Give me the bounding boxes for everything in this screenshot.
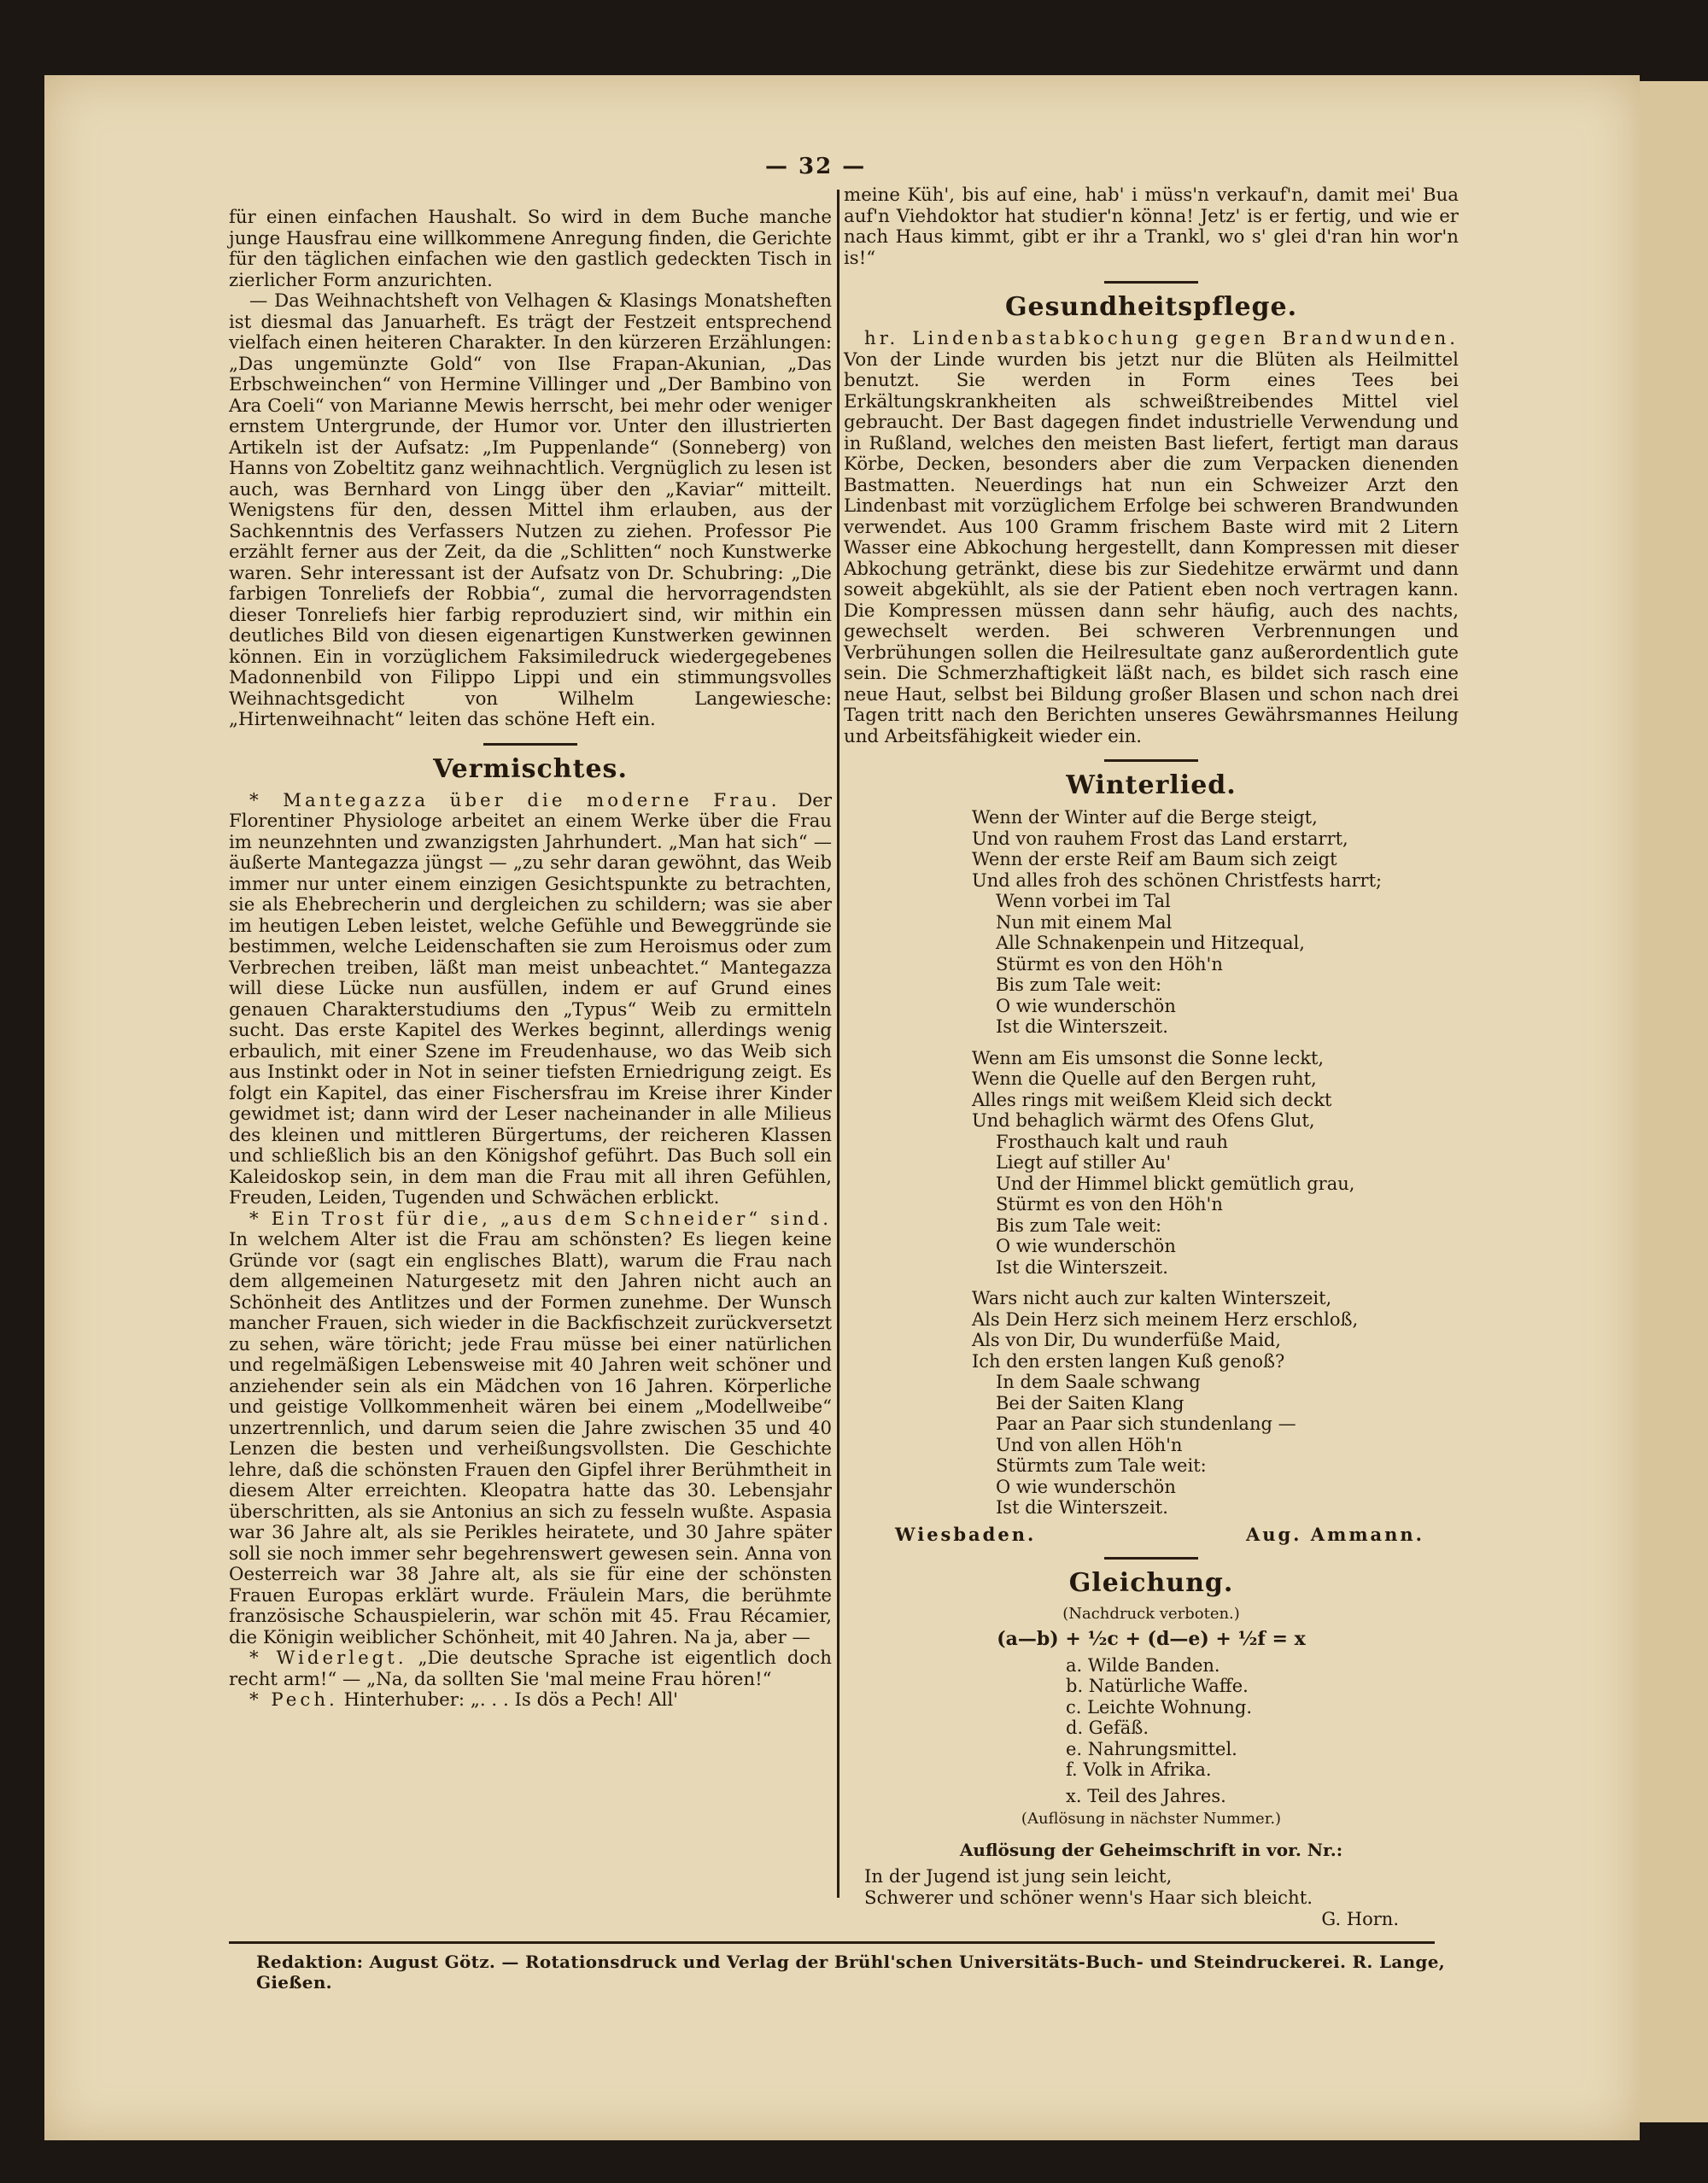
puzzle-clue: c. Leichte Wohnung.	[1066, 1696, 1253, 1718]
puzzle-clue: e. Nahrungsmittel.	[1066, 1738, 1237, 1759]
poem-line: Und von rauhem Frost das Land erstarrt,	[972, 828, 1348, 849]
poem-line: Und von allen Höh'n	[996, 1434, 1183, 1455]
poem-line: Wenn der Winter auf die Berge steigt,	[972, 807, 1318, 828]
article-lead: hr. Lindenbastabkochung gegen Brandwunden.	[864, 328, 1459, 349]
poem-line: Wenn der erste Reif am Baum sich zeigt	[972, 849, 1337, 869]
poem-line: Wenn vorbei im Tal	[996, 891, 1171, 911]
puzzle-x-clue: x. Teil des Jahres.	[1066, 1785, 1226, 1806]
section-separator	[1104, 1557, 1198, 1560]
poem-line: O wie wunderschön	[996, 1476, 1176, 1497]
puzzle-clue: a. Wilde Banden.	[1066, 1654, 1220, 1676]
puzzle-clue: d. Gefäß.	[1066, 1718, 1149, 1738]
article-lead: * Mantegazza über die moderne Frau.	[249, 789, 781, 811]
article-pech: * Pech. Hinterhuber: „. . . Is dös a Pech! All'	[249, 1689, 679, 1711]
poem-line: Alle Schnakenpein und Hitzequal,	[996, 933, 1305, 953]
poem-line: Nun mit einem Mal	[996, 911, 1173, 933]
signature-author: Aug. Ammann.	[1245, 1523, 1424, 1545]
poem-signature	[895, 1524, 1424, 1545]
pech-continuation: meine Küh', bis auf eine, hab' i müss'n verkauf'n, damit mei' Bua auf'n Viehdoktor hat studier'n könna! Jetz' is er fertig, und wie er nach Haus kimmt, gibt er ihr a Trankl, wo s' glei d'ran hin wor'n is!“	[844, 184, 1459, 269]
puzzle-clue: f. Volk in Afrika.	[1066, 1759, 1212, 1780]
article-lindenbast: hr. Lindenbastabkochung gegen Brandwunden. Von der Linde wurden bis jetzt nur die Blüten als Heilmittel benutzt. Sie werden in Form eines Tees bei Erkältungskrankheiten als schweißtreibendes Mittel viel gebraucht. Der Bast dagegen findet industrielle Verwendung und in Rußland, welches den meisten Bast liefert, fertigt man daraus Körbe, Decken, besonders aber die zum Verpacken dienenden Bastmatten. Neuerdings hat nun ein Schweizer Arzt den Lindenbast mit vorzüglichem Erfolge bei schweren Brandwunden verwendet. Aus 100 Gramm frischem Baste wird mit 2 Litern Wasser eine Abkochung hergestellt, dann Kompressen mit dieser Abkochung getränkt, diese bis zur Siedehitze erwärmt und dann soweit abgekühlt, als sie der Patient eben noch vertragen kann. Die Kompressen müssen dann sehr häufig, auch des nachts, gewechselt werden. Bei schweren Verbrennungen und Verbrühungen sollen die Heilresultate ganz außerordentlich gute sein. Die Schmerzhaftigkeit läßt nach, es bildet sich rasch eine neue Haut, selbst bei Bildung großer Blasen und schon nach drei Tagen tritt nach den Berichten unseres Gewährsmannes Heilung und Arbeitsfähigkeit wieder ein.	[844, 328, 1459, 747]
poem-line: Bis zum Tale weit:	[996, 974, 1162, 995]
poem-line: Frosthauch kalt und rauh	[996, 1131, 1228, 1152]
poem-line: O wie wunderschön	[996, 1236, 1176, 1256]
section-separator	[1104, 759, 1198, 762]
poem-line: Und alles froh des schönen Christfests harrt;	[972, 869, 1383, 891]
adjacent-page-edge	[1640, 81, 1708, 2122]
reprint-notice: (Nachdruck verboten.)	[1062, 1604, 1240, 1623]
section-separator	[1104, 281, 1198, 284]
poem-line: Ist die Winterszeit.	[996, 1256, 1168, 1278]
footer-rule	[229, 1941, 1435, 1944]
solution-line: Schwerer und schöner wenn's Haar sich bleicht.	[864, 1887, 1313, 1909]
article-lead: * Ein Trost für die, „aus dem Schneider“ sind.	[249, 1208, 832, 1230]
poem-line: Und behaglich wärmt des Ofens Glut,	[972, 1110, 1315, 1131]
poem-line: Paar an Paar sich stundenlang —	[996, 1413, 1296, 1434]
poem-winterlied	[972, 807, 1459, 1519]
puzzle-formula: (a—b) + ½c + (d—e) + ½f = x	[997, 1627, 1306, 1650]
poem-line: Ist die Winterszeit.	[996, 1016, 1168, 1037]
signature-place: Wiesbaden.	[895, 1523, 1037, 1545]
solution-note: (Auflösung in nächster Nummer.)	[1021, 1810, 1282, 1828]
monatshefte-review: — Das Weihnachtsheft von Velhagen & Klasings Monatsheften ist diesmal das Januarheft. Es trägt der Festzeit entsprechend vielfach einen heiteren Charakter. In den kürzeren Erzählungen: „Das ungemünzte Gold“ von Ilse Frapan-Akunian, „Das Erbschweinchen“ von Hermine Villinger und „Der Bambino von Ara Coeli“ von Marianne Mewis herrscht, bei mehr oder weniger ernstem Untergrunde, der Humor vor. Unter den illustrierten Artikeln ist der Aufsatz: „Im Puppenlande“ (Sonneberg) von Hanns von Zobeltitz ganz weihnachtlich. Vergnüglich zu lesen ist auch, was Bernhard von Lingg über den „Kaviar“ mitteilt. Wenigstens für den, dessen Mittel ihm erlauben, aus der Sachkenntnis des Verfassers Nutzen zu ziehen. Professor Pie erzählt ferner aus der Zeit, da die „Schlitten“ noch Kunstwerke waren. Sehr interessant ist der Aufsatz von Dr. Schubring: „Die farbigen Tonreliefs der Robbia“, zumal die hervorragendsten dieser Tonreliefs hier farbig reproduziert sind, wir mithin ein deutliches Bild von diesen eigenartigen Kunstwerken gewinnen können. Ein in vorzüglichem Faksimiledruck wiedergegebenes Madonnenbild von Filippo Lippi und ein stimmungsvolles Weihnachtsgedicht von Wilhelm Langewiesche: „Hirtenweihnacht“ leiten das schöne Heft ein.	[229, 290, 832, 730]
section-separator	[483, 743, 577, 746]
solution-title: Auflösung der Geheimschrift in vor. Nr.:	[959, 1840, 1343, 1860]
stanza-gap	[972, 1278, 1459, 1288]
column-divider	[837, 190, 839, 1898]
left-column	[229, 208, 832, 1712]
poem-line: Ist die Winterszeit.	[996, 1497, 1168, 1518]
stanza-gap	[972, 1038, 1459, 1048]
section-heading-winterlied: Winterlied.	[1066, 770, 1237, 800]
article-lead: * Pech.	[249, 1689, 338, 1711]
article-widerlegt: * Widerlegt. „Die deutsche Sprache ist eigentlich doch recht arm!“ — „Na, da sollten Sie 'mal meine Frau hören!“	[229, 1647, 832, 1690]
poem-line: Alles rings mit weißem Kleid sich deckt	[972, 1089, 1332, 1110]
article-trost: * Ein Trost für die, „aus dem Schneider“ sind. In welchem Alter ist die Frau am schönsten? Es liegen keine Gründe vor (sagt ein englisches Blatt), warum die Frau nach dem allgemeinen Naturgesetz mit den Jahren nicht auch an Schönheit des Antlitzes und der Formen zunehme. Der Wunsch mancher Frauen, sich wieder in die Backfischzeit zurückversetzt zu sehen, wäre töricht; jede Frau müsse bei einer natürlichen und regelmäßigen Lebensweise mit 40 Jahren weit schöner und anziehender sein als ein Mädchen von 16 Jahren. Körperliche und geistige Vollkommenheit wären bei einem „Modellweibe“ unzertrennlich, und darum seien die Jahre zwischen 35 und 40 Lenzen die besten und verheißungsvollsten. Die Geschichte lehre, daß die schönsten Frauen den Gipfel ihrer Berühmtheit in diesem Alter erreichten. Kleopatra hatte das 30. Lebensjahr überschritten, als sie Antonius an sich zu fesseln wußte. Aspasia war 36 Jahre alt, als sie Perikles heiratete, und 30 Jahre später soll sie noch immer sehr begehrenswert gewesen sein. Anna von Oesterreich war 38 Jahre alt, als sie für eine der schönsten Frauen Europas erklärt wurde. Fräulein Mars, die berühmte französische Schauspielerin, war schön mit 45. Frau Récamier, die Königin weiblicher Schönheit, mit 40 Jahren. Na ja, aber —	[229, 1208, 832, 1648]
section-heading-vermischtes: Vermischtes.	[433, 753, 628, 784]
puzzle-clue: b. Natürliche Waffe.	[1066, 1676, 1249, 1696]
poem-line: Als Dein Herz sich meinem Herz erschloß,	[972, 1308, 1359, 1330]
poem-line: O wie wunderschön	[996, 995, 1176, 1016]
puzzle-clues	[1066, 1655, 1459, 1807]
poem-line: Bei der Saiten Klang	[996, 1392, 1184, 1413]
poem-line: Liegt auf stiller Au'	[996, 1152, 1172, 1173]
page-number: — 32 —	[765, 154, 867, 179]
solution-signature: G. Horn.	[1321, 1909, 1399, 1929]
cookbook-review-end: für einen einfachen Haushalt. So wird in dem Buche manche junge Hausfrau eine willkommene Anregung finden, die Gerichte für den täglichen einfachen wie den gastlich gedeckten Tisch in zierlicher Form anzurichten.	[229, 207, 832, 291]
poem-line: Wenn die Quelle auf den Bergen ruht,	[972, 1068, 1317, 1089]
article-lead: * Widerlegt.	[249, 1647, 407, 1669]
poem-line: Stürmts zum Tale weit:	[996, 1455, 1207, 1476]
poem-line: In dem Saale schwang	[996, 1372, 1201, 1392]
section-heading-gleichung: Gleichung.	[1068, 1567, 1234, 1598]
solution-line: In der Jugend ist jung sein leicht,	[864, 1866, 1173, 1887]
poem-line: Als von Dir, Du wunderfüße Maid,	[972, 1330, 1281, 1350]
article-mantegazza: * Mantegazza über die moderne Frau. Der Florentiner Physiologe arbeitet an einem Werke über die Frau im neunzehnten und zwanzigsten Jahrhundert. „Man hat sich“ — äußerte Mantegazza jüngst — „zu sehr daran gewöhnt, das Weib immer nur unter einem einzigen Gesichtspunkte zu betrachten, sie als Ehebrecherin und dergleichen zu schildern; was sie aber im heutigen Leben leistet, welche Gefühle und Beweggründe sie bestimmen, welche Leidenschaften sie zum Heroismus oder zum Verbrechen treiben, läßt man meist unbeachtet.“ Mantegazza will diese Lücke nun ausfüllen, indem er auf Grund eines genauen Charakterstudiums den „Typus“ Weib zu ermitteln sucht. Das erste Kapitel des Werkes beginnt, allerdings wenig erbaulich, mit einer Szene im Freudenhause, wo das Weib sich aus Instinkt oder in Not in seiner tiefsten Erniedrigung zeigt. Es folgt ein Kapitel, das einer Fischersfrau im Kreise ihrer Kinder gewidmet ist; dann wird der Leser nacheinander in alle Milieus des kleinen und mittleren Bürgertums, der reicheren Klassen und schließlich bis an den Königshof geführt. Das Buch soll ein Kaleidoskop sein, in dem man die Frau mit all ihren Gefühlen, Freuden, Leiden, Tugenden und Schwächen erblickt.	[229, 789, 832, 1209]
imprint-footer: Redaktion: August Götz. — Rotationsdruck und Verlag der Brühl'schen Universitäts-Buch- und Steindruckerei. R. Lange, Gießen.	[256, 1952, 1445, 1993]
poem-line: Wars nicht auch zur kalten Winterszeit,	[972, 1288, 1332, 1308]
poem-line: Und der Himmel blickt gemütlich grau,	[996, 1173, 1355, 1194]
poem-line: Bis zum Tale weit:	[996, 1214, 1162, 1236]
poem-line: Ich den ersten langen Kuß genoß?	[972, 1350, 1285, 1372]
poem-line: Stürmt es von den Höh'n	[996, 1194, 1223, 1214]
poem-line: Wenn am Eis umsonst die Sonne leckt,	[972, 1047, 1325, 1068]
poem-line: Stürmt es von den Höh'n	[996, 953, 1223, 974]
section-heading-gesundheitspflege: Gesundheitspflege.	[1004, 292, 1298, 322]
right-column	[844, 185, 1459, 1929]
